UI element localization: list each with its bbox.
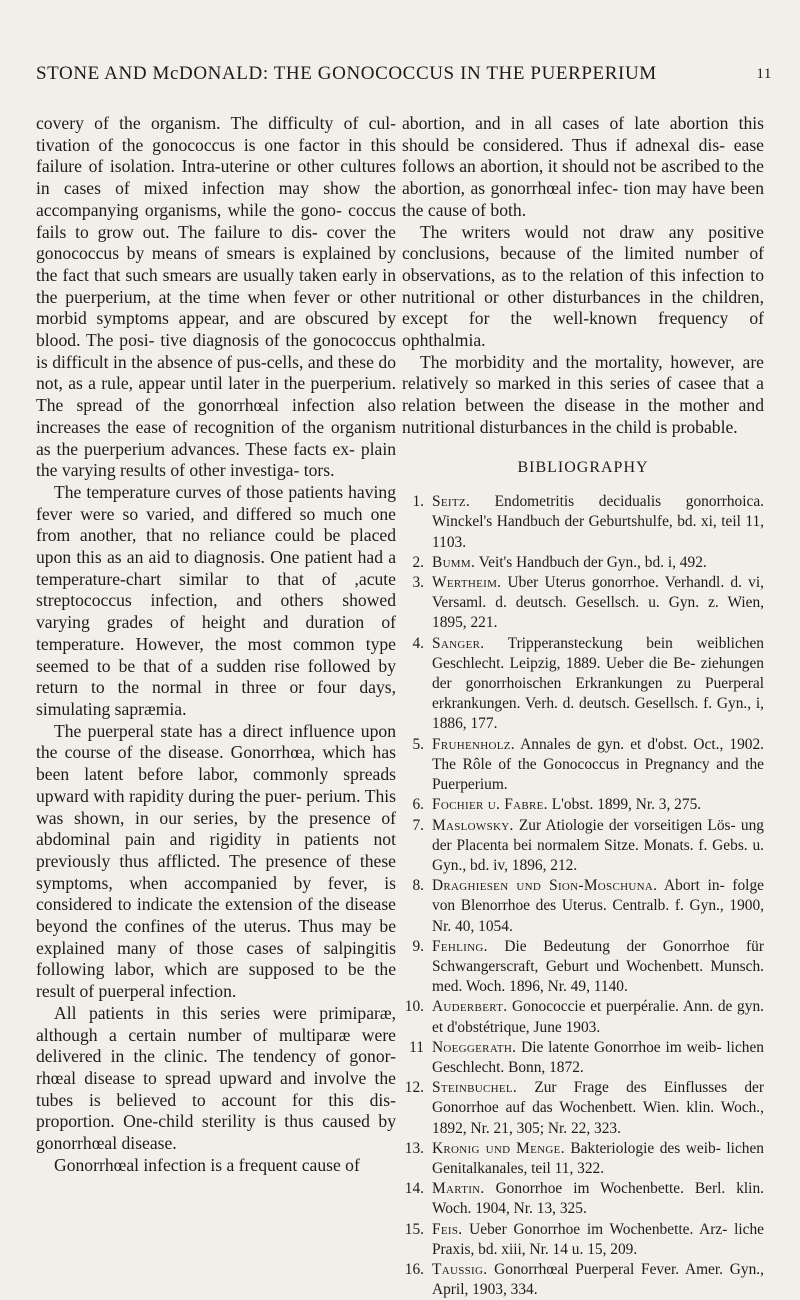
bibliography-item — [402, 1038, 764, 1078]
bibliography-heading: BIBLIOGRAPHY — [517, 458, 649, 476]
paragraph: The temperature curves of those patients having fever were so varied, and differed so much one from another, that no reliance could be placed upon this as an aid to diagnosis. One patient had a temperature-chart similar to that of ,acute streptococcus infection, and others showed varying grades of height and duration of temperature. However, the most common type seemed to be that of a sudden rise followed by return to the normal in three or four days, simulating sapræmia. — [36, 481, 396, 719]
ref-author: Fehling. — [432, 937, 488, 955]
bibliography-item — [402, 1179, 764, 1219]
ref-text: Zur Frage des Einflusses der Gonorrhoe auf das Wochenbett. Wien. klin. Woch., 1892, Nr. 21, 305; Nr. 22, 323. — [432, 1079, 764, 1137]
bibliography-item — [402, 997, 764, 1037]
ref-text: Gonococcie et puerpéralie. Ann. de gyn. et d'obstétrique, June 1903. — [432, 998, 764, 1036]
bibliography-list — [402, 492, 764, 1300]
bibliography-item — [402, 876, 764, 937]
ref-number: 16. — [404, 1260, 424, 1278]
ref-number: 7. — [412, 816, 424, 834]
ref-number: 12. — [404, 1079, 424, 1097]
ref-number: 10. — [404, 998, 424, 1016]
paragraph: The puerperal state has a direct influence upon the course of the disease. Gonorrhœa, which has been latent before labor, commonly spreads upward with rapidity during the puer- perium. This was shown, in our series, by the presence of abdominal pain and rigidity in patients not previously thus afflicted. The presence of these symptoms, when accompanied by fever, is considered to indicate the extension of the disease beyond the confines of the uterus. Thus may be explained many of those cases of salpingitis following labor, which are supposed to be the result of puerperal infection. — [36, 720, 396, 1002]
running-header — [36, 62, 772, 86]
ref-text: Annales de gyn. et d'obst. Oct., 1902. The Rôle of the Gonococcus in Pregnancy and the Puerperium. — [432, 735, 765, 794]
ref-text: Die Bedeutung der Gonorrhoe für Schwangerscraft, Geburt und Wochenbett. Munsch. med. Woch. 1896, Nr. 49, 1140. — [432, 937, 764, 996]
ref-author: Maslowsky. — [432, 816, 514, 834]
ref-author: Draghiesen und Sion-Moschuna. — [432, 877, 658, 895]
ref-number: 4. — [412, 634, 424, 652]
ref-text: Gonorrhœal Puerperal Fever. Amer. Gyn., April, 1903, 334. — [432, 1260, 764, 1299]
paragraph: Gonorrhœal infection is a frequent cause of — [54, 1154, 360, 1175]
ref-text: Uber Uterus gonorrhoe. Verhandl. d. vi, Versaml. d. deutsch. Gesellsch. u. Gyn. z. Wien, 1895, 221. — [432, 574, 764, 632]
ref-number: 15. — [404, 1220, 424, 1238]
bibliography-item — [402, 492, 764, 553]
ref-number: 2. — [412, 553, 424, 571]
ref-text: Die latente Gonorrhoe im weib- lichen Geschlecht. Bonn, 1872. — [432, 1038, 764, 1076]
bibliography-item — [402, 937, 764, 998]
ref-text: Zur Atiologie der vorseitigen Lös- ung der Placenta bei normalem Sitze. Monats. f. Gebs. u. Gyn., bd. iv, 1896, 212. — [432, 816, 764, 874]
right-column — [402, 113, 764, 1300]
ref-number: 1. — [412, 493, 424, 511]
ref-text: Tripperansteckung bein weiblichen Geschlecht. Leipzig, 1889. Ueber die Be- ziehungen der gonorrhoischen Erkrankungen zu Puerperal erkrankungen. Verh. d. deutsch. Gesellsch. f. Gyn., i, 1886, 177. — [432, 634, 764, 733]
ref-text: Bakteriologie des weib- lichen Genitalkanales, teil 11, 322. — [432, 1139, 764, 1177]
paragraph: covery of the organism. The difficulty of cul- tivation of the gonococcus is one factor in this failure of isolation. Intra-uterine or other cultures in cases of mixed infection may show the accompanying organisms, while the gono- coccus fails to grow out. The failure to dis- cover the gonococcus by means of smears is explained by the fact that such smears are usually taken early in the puerperium, at the time when fever or other morbid symptoms appear, and are obscured by blood. The posi- tive diagnosis of the gonococcus is difficult in the absence of pus-cells, and these do not, as a rule, appear until later in the puerperium. The spread of the gonorrhœal infection also increases the ease of recognition of the organism as the puerperium advances. These facts ex- plain the varying results of other investiga- tors. — [36, 113, 396, 481]
ref-number: 13. — [404, 1139, 424, 1157]
ref-author: Noeggerath. — [432, 1038, 517, 1056]
ref-text: L'obst. 1899, Nr. 3, 275. — [551, 796, 702, 814]
bibliography-item — [402, 735, 764, 796]
paragraph: The writers would not draw any positive conclusions, because of the limited number of observations, as to the relation of this infection to nutritional or other disturbances in the children, except for the well-known frequency of ophthalmia. — [402, 221, 764, 351]
bibliography-item — [402, 634, 764, 735]
ref-author: Taussig. — [432, 1260, 488, 1278]
ref-author: Steinbuchel. — [432, 1079, 518, 1097]
bibliography-item — [402, 795, 764, 815]
ref-number: 8. — [412, 877, 424, 895]
ref-author: Auderbert. — [432, 998, 508, 1016]
ref-author: Fochier u. Fabre. — [432, 796, 548, 814]
ref-author: Sanger. — [432, 634, 485, 652]
bibliography-item — [402, 1078, 764, 1139]
ref-number: 6. — [412, 796, 424, 814]
ref-author: Wertheim. — [432, 574, 502, 592]
ref-text: Veit's Handbuch der Gyn., bd. i, 492. — [478, 553, 707, 571]
ref-author: Kronig und Menge. — [432, 1139, 565, 1157]
paragraph: The morbidity and the mortality, however, are relatively so marked in this series of casee that a relation between the disease in the mother and nutritional disturbances in the child is probable. — [402, 351, 764, 437]
bibliography-item — [402, 1139, 764, 1179]
bibliography-item — [402, 573, 764, 634]
ref-number: 9. — [412, 937, 424, 955]
paragraph: All patients in this series were primiparæ, although a certain number of multiparæ were delivered in the clinic. The tendency of gonor- rhœal disease to spread upward and involve the tubes is believed to account for this dis- proportion. One-child sterility is thus caused by gonorrhœal disease. — [36, 1002, 396, 1154]
page-number: 11 — [756, 65, 772, 82]
ref-text: Abort in- folge von Blenorrhoe des Uterus. Centralb. f. Gyn., 1900, Nr. 40, 1054. — [432, 877, 764, 935]
bibliography-item — [402, 1260, 764, 1300]
ref-author: Bumm. — [432, 553, 476, 571]
paragraph: abortion, and in all cases of late abortion this should be considered. Thus if adnexal dis- ease follows an abortion, it should not be ascribed to the abortion, as gonorrhœal infec- tion may have been the cause of both. — [402, 113, 764, 220]
ref-number: 3. — [412, 574, 424, 592]
ref-number: 5. — [412, 735, 424, 753]
ref-author: Martin. — [432, 1180, 485, 1198]
bibliography-item — [402, 1220, 764, 1260]
ref-text: Endometritis decidualis gonorrhoica. Winckel's Handbuch der Geburtshulfe, bd. xi, teil 11, 1103. — [432, 493, 764, 551]
running-title: STONE AND McDONALD: THE GONOCOCCUS IN THE PUERPERIUM — [36, 63, 657, 84]
left-column — [36, 113, 396, 1176]
ref-text: Gonorrhoe im Wochenbette. Berl. klin. Woch. 1904, Nr. 13, 325. — [432, 1180, 764, 1218]
ref-text: Ueber Gonorrhoe im Wochenbette. Arz- liche Praxis, bd. xiii, Nr. 14 u. 15, 209. — [432, 1220, 764, 1258]
ref-author: Fruhenholz. — [432, 735, 515, 753]
ref-number: 11 — [409, 1038, 424, 1056]
bibliography-item — [402, 816, 764, 877]
bibliography-item — [402, 553, 764, 573]
ref-author: Feis. — [432, 1220, 463, 1238]
ref-number: 14. — [404, 1180, 424, 1198]
ref-author: Seitz. — [432, 493, 471, 511]
